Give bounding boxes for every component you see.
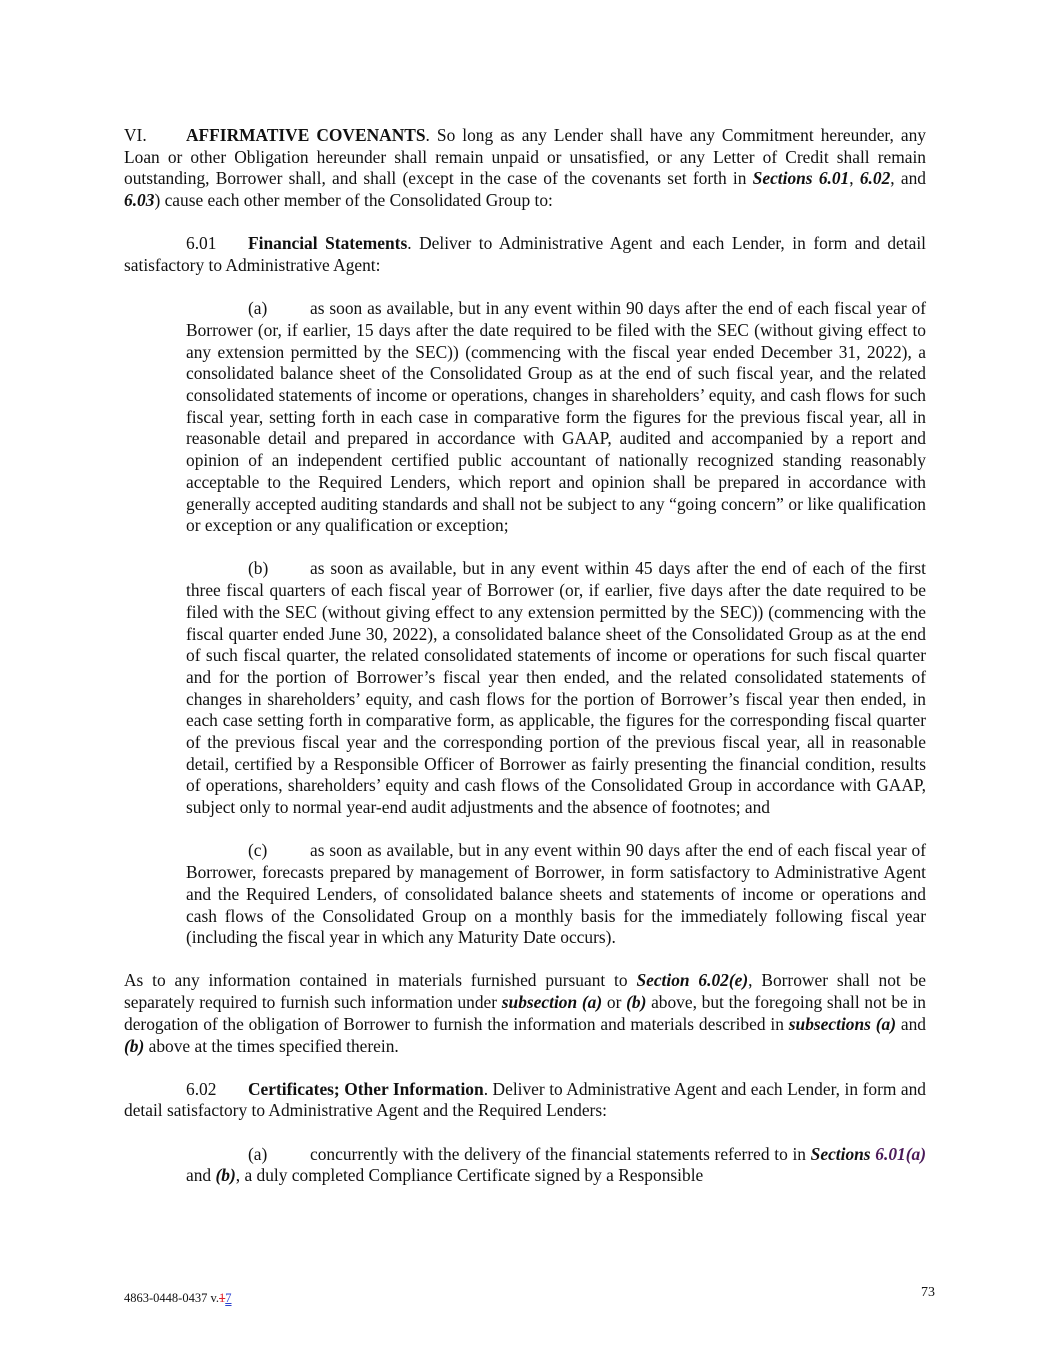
section-6-02-item-a <box>186 1144 926 1187</box>
cross-ref-subsections-a: subsections (a) <box>788 1013 897 1034</box>
item-text: , a duly completed Compliance Certificate signed by a Responsible <box>235 1165 704 1186</box>
cross-ref-6-03: 6.03 <box>124 190 155 211</box>
document-page <box>124 125 926 1187</box>
item-label: (b) <box>248 558 269 579</box>
cross-ref-b: (b) <box>124 1035 145 1056</box>
cross-ref-b: (b) <box>626 992 647 1013</box>
version-inserted: 7 <box>225 1291 232 1305</box>
trailer-text: and <box>896 1013 926 1034</box>
item-text: as soon as available, but in any event within 45 days after the end of each of the first three fiscal quarters of each fiscal year of Borrower (or, if earlier, five days after the date required to be filed with the SEC (without giving effect to any extension permitted by the SEC)) (commencing with the fiscal quarter ended June 30, 2022), a consolidated balance sheet of the Consolidated Group as at the end of such fiscal quarter, the related consolidated statements of income or operations for such fiscal quarter and for the portion of Borrower’s fiscal year then ended, and the related consolidated statements of changes in shareholders’ equity, and cash flows for the portion of Borrower’s fiscal year then ended, in each case setting forth in comparative form, as applicable, the figures for the corresponding fiscal quarter of the previous fiscal year and the corresponding portion of the previous fiscal year, all in reasonable detail, certified by a Responsible Officer of Borrower as fairly presenting the financial condition, results of operations, shareholders’ equity and cash flows of the Consolidated Group in accordance with GAAP, subject only to normal year-end audit adjustments and the absence of footnotes; and <box>186 558 926 818</box>
item-text: concurrently with the delivery of the financial statements referred to in <box>310 1143 811 1164</box>
separator: , and <box>890 168 926 189</box>
trailer-text: above, but the foregoing shall not be in derogation of the obligation of Borrower to furnish the information and materials described in <box>124 992 927 1034</box>
cross-ref-b: (b) <box>215 1165 236 1186</box>
article-title: AFFIRMATIVE COVENANTS <box>186 125 426 145</box>
cross-ref-6-01: Sections 6.01 <box>752 168 850 189</box>
section-6-01-heading <box>124 233 926 276</box>
section-number: 6.02 <box>186 1078 217 1099</box>
item-label: (a) <box>248 298 268 319</box>
trailer-text: or <box>602 992 627 1013</box>
section-6-01-item-a <box>186 298 926 537</box>
document-id: 4863-0448-0437 v. <box>124 1291 220 1305</box>
article-intro-text: ) cause each other member of the Consolidated Group to: <box>154 190 553 211</box>
section-number: 6.01 <box>186 233 217 254</box>
version-deleted: 1 <box>219 1291 226 1305</box>
page-number: 73 <box>921 1285 935 1300</box>
cross-ref-6-02-e: Section 6.02(e) <box>636 970 749 991</box>
cross-ref-6-02: 6.02 <box>859 168 891 189</box>
trailer-text: above at the times specified therein. <box>144 1035 399 1056</box>
item-label: (c) <box>248 840 268 861</box>
cross-ref-sections: Sections <box>810 1143 876 1164</box>
document-id-footer <box>124 1290 232 1306</box>
item-label: (a) <box>248 1143 268 1164</box>
section-6-01-item-b <box>186 558 926 818</box>
section-6-01-trailer <box>124 970 926 1057</box>
cross-ref-subsection-a: subsection (a) <box>501 992 603 1013</box>
section-lead-text: . Deliver to Administrative Agent and each Lender, in form and detail satisfactory to Administrative Agent and the Required Lenders: <box>124 1078 927 1121</box>
section-title: Certificates; Other Information <box>248 1078 484 1099</box>
section-title: Financial Statements <box>248 233 408 254</box>
article-number: VI. <box>124 125 147 145</box>
article-intro-text: . So long as any Lender shall have any Commitment hereunder, any Loan or other Obligation hereunder shall remain unpaid or unsatisfied, or any Letter of Credit shall remain outstanding, Borrower shall, and shall (except in the case of the covenants set forth in <box>124 125 926 189</box>
section-6-01-item-c <box>186 840 926 949</box>
separator: , <box>849 168 860 189</box>
trailer-text: As to any information contained in materials furnished pursuant to <box>124 970 637 991</box>
item-text: as soon as available, but in any event within 90 days after the end of each fiscal year of Borrower, forecasts prepared by management of Borrower, in form satisfactory to Administrative Agent and the Required Lenders, of consolidated balance sheets and statements of income or operations and cash flows of the Consolidated Group on a monthly basis for the immediately following fiscal year (including the fiscal year in which any Maturity Date occurs). <box>186 840 926 948</box>
cross-ref-6-01-a-link[interactable]: 6.01(a) <box>875 1143 926 1164</box>
item-text: and <box>186 1165 216 1186</box>
section-6-02-heading <box>124 1079 926 1122</box>
article-vi-intro <box>124 125 926 212</box>
trailer-text: , Borrower shall not be separately required to furnish such information under <box>124 970 926 1013</box>
item-text: as soon as available, but in any event within 90 days after the end of each fiscal year of Borrower (or, if earlier, 15 days after the date required to be filed with the SEC (without giving effect to any extension permitted by the SEC)) (commencing with the fiscal year ended December 31, 2022), a consolidated balance sheet of the Consolidated Group as at the end of such fiscal year, and the related consolidated statements of income or operations, changes in shareholders’ equity, and cash flows for such fiscal year, setting forth in each case in comparative form the figures for the previous fiscal year, all in reasonable detail and prepared in accordance with GAAP, audited and accompanied by a report and opinion of an independent certified public accountant of nationally recognized standing reasonably acceptable to the Required Lenders, which report and opinion shall be prepared in accordance with generally accepted auditing standards and shall not be subject to any “going concern” or like qualification or exception or any qualification or exception; <box>186 298 926 536</box>
section-lead-text: . Deliver to Administrative Agent and each Lender, in form and detail satisfactory to Administrative Agent: <box>124 233 926 276</box>
